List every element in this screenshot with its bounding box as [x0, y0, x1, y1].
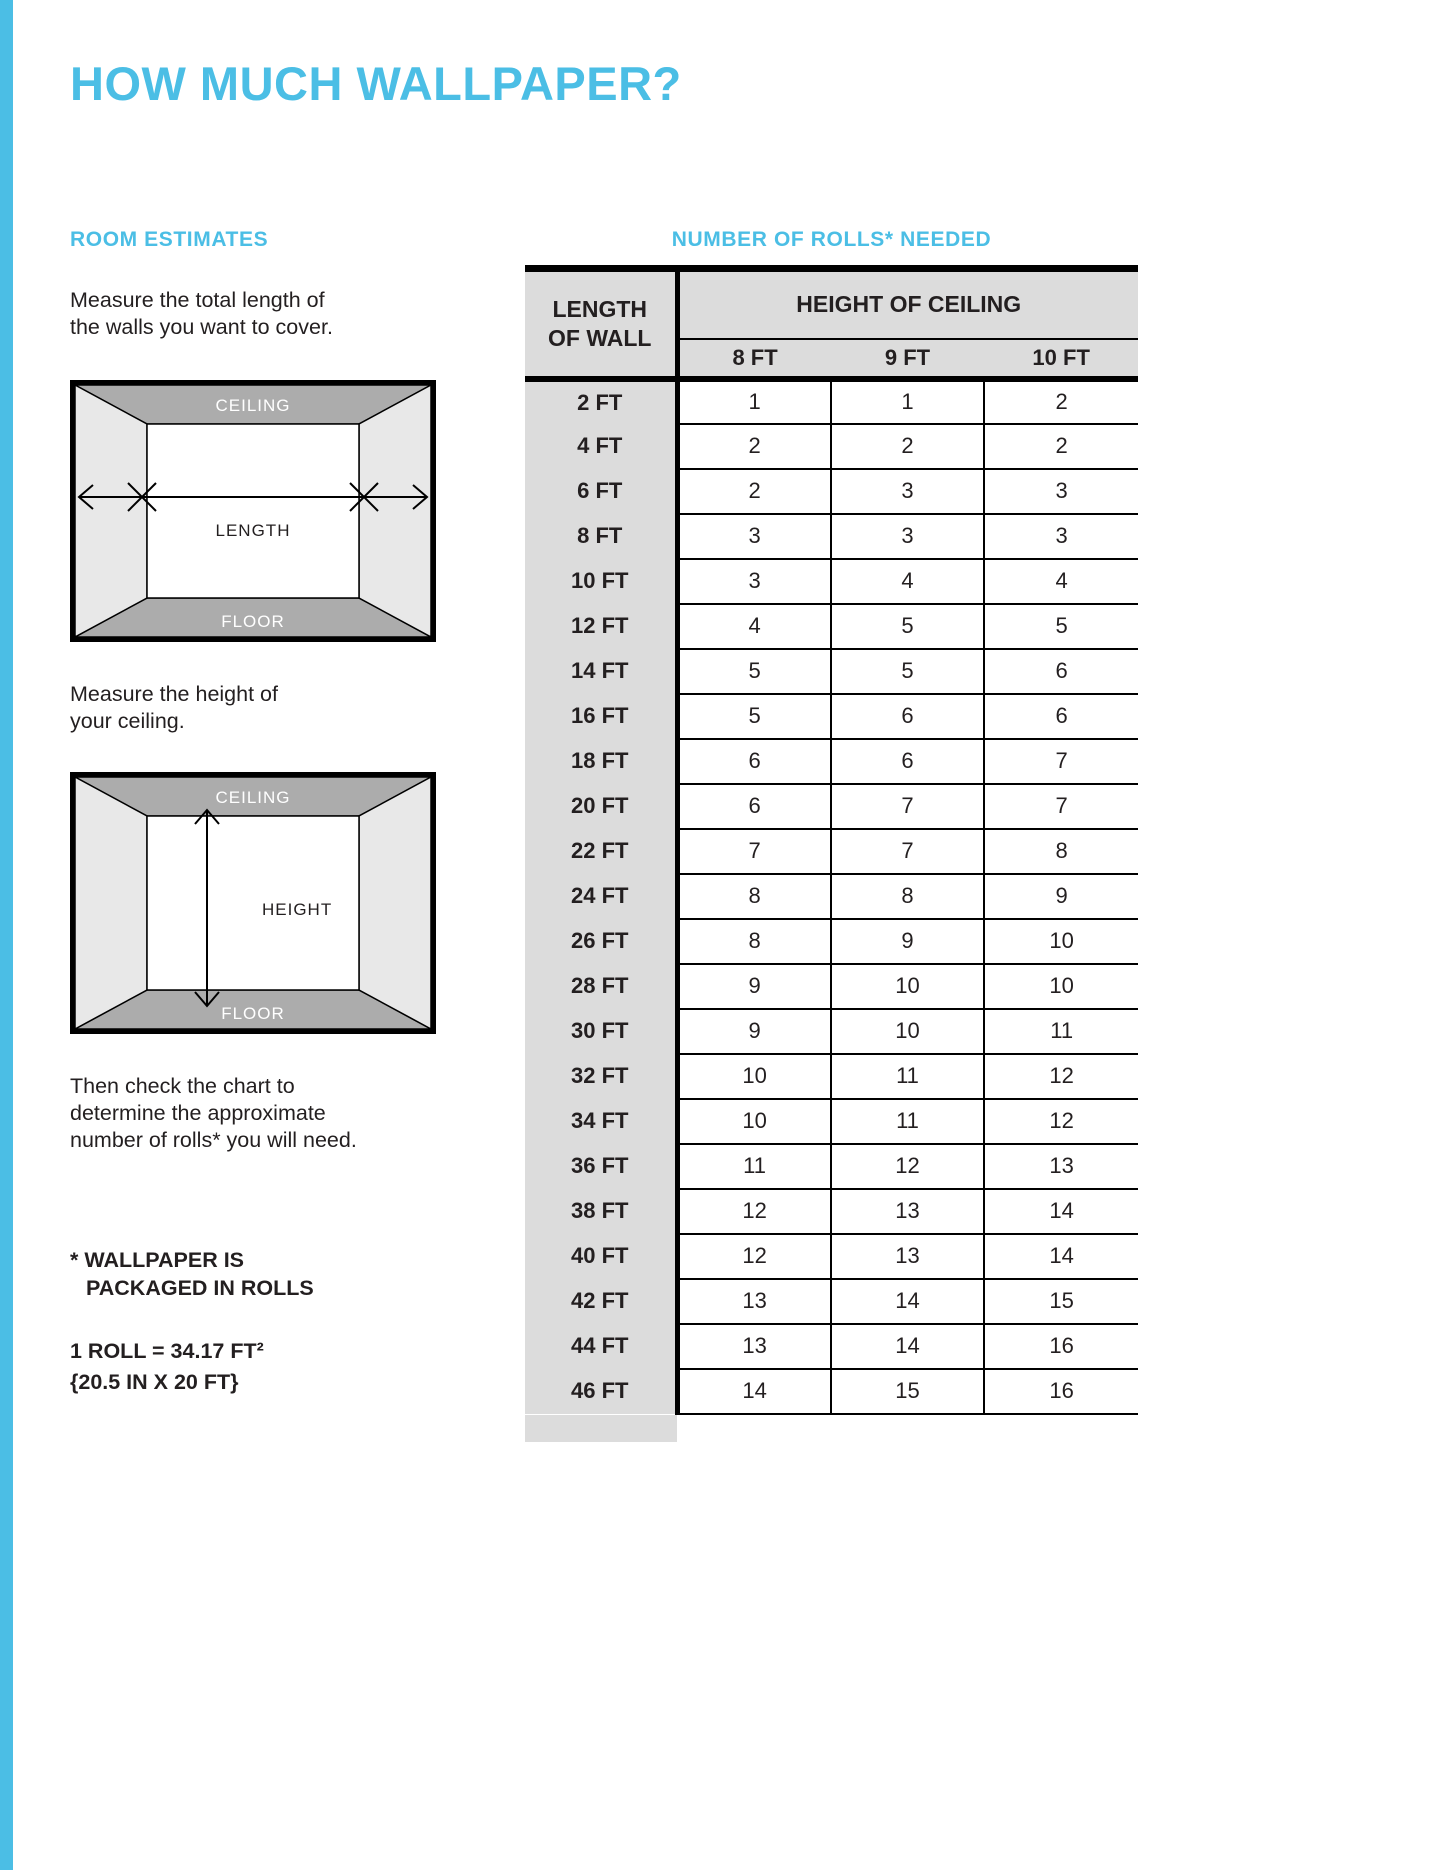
wall-length-cell: 4 FT	[525, 424, 677, 469]
step-check-chart	[70, 1073, 357, 1154]
height-diagram	[70, 772, 436, 1039]
length-label: LENGTH	[215, 521, 291, 540]
rolls-value-cell: 4	[831, 559, 985, 604]
rolls-value-cell: 11	[831, 1099, 985, 1144]
table-row	[525, 649, 1138, 694]
wall-length-cell: 16 FT	[525, 694, 677, 739]
rolls-value-cell: 14	[831, 1279, 985, 1324]
rolls-value-cell: 11	[984, 1009, 1138, 1054]
left-accent-stripe	[0, 0, 13, 1870]
rolls-value-cell: 14	[984, 1234, 1138, 1279]
rolls-value-cell: 13	[677, 1279, 831, 1324]
rolls-table-body	[525, 379, 1138, 1414]
wall-length-cell: 18 FT	[525, 739, 677, 784]
table-row	[525, 1369, 1138, 1414]
wall-length-cell: 38 FT	[525, 1189, 677, 1234]
step-text-line: Then check the chart to	[70, 1074, 295, 1098]
rolls-value-cell: 4	[677, 604, 831, 649]
table-row	[525, 1234, 1138, 1279]
wall-length-cell: 34 FT	[525, 1099, 677, 1144]
wall-length-cell: 36 FT	[525, 1144, 677, 1189]
rolls-value-cell: 14	[831, 1324, 985, 1369]
height-label: HEIGHT	[262, 900, 333, 919]
rolls-value-cell: 3	[984, 469, 1138, 514]
ceiling-label: CEILING	[215, 396, 291, 415]
floor-label: FLOOR	[221, 612, 285, 631]
wall-length-cell: 8 FT	[525, 514, 677, 559]
rolls-value-cell: 14	[984, 1189, 1138, 1234]
table-row	[525, 1189, 1138, 1234]
ceiling-label: CEILING	[215, 788, 291, 807]
rolls-value-cell: 10	[677, 1099, 831, 1144]
step-measure-length	[70, 287, 333, 341]
rolls-value-cell: 10	[984, 964, 1138, 1009]
footnote-line: PACKAGED IN ROLLS	[86, 1276, 314, 1300]
height-room-illustration	[70, 772, 436, 1034]
table-row	[525, 559, 1138, 604]
rolls-value-cell: 15	[984, 1279, 1138, 1324]
rolls-footnote	[70, 1246, 314, 1302]
table-row	[525, 1099, 1138, 1144]
table-row	[525, 874, 1138, 919]
rolls-value-cell: 16	[984, 1324, 1138, 1369]
table-row	[525, 784, 1138, 829]
rolls-value-cell: 9	[984, 874, 1138, 919]
right-wall-panel	[359, 385, 431, 637]
rolls-value-cell: 3	[677, 514, 831, 559]
rolls-value-cell: 6	[831, 694, 985, 739]
height-of-ceiling-header: HEIGHT OF CEILING	[677, 269, 1138, 339]
rolls-value-cell: 10	[677, 1054, 831, 1099]
step-text-line: number of rolls* you will need.	[70, 1128, 357, 1152]
wall-length-cell: 30 FT	[525, 1009, 677, 1054]
table-row	[525, 739, 1138, 784]
wall-length-cell: 12 FT	[525, 604, 677, 649]
rolls-value-cell: 7	[984, 739, 1138, 784]
rolls-value-cell: 9	[677, 1009, 831, 1054]
rolls-value-cell: 10	[984, 919, 1138, 964]
wall-length-cell: 28 FT	[525, 964, 677, 1009]
rolls-value-cell: 3	[677, 559, 831, 604]
wall-length-cell: 32 FT	[525, 1054, 677, 1099]
rolls-value-cell: 6	[677, 784, 831, 829]
rolls-value-cell: 12	[984, 1099, 1138, 1144]
table-row	[525, 964, 1138, 1009]
table-row	[525, 694, 1138, 739]
rolls-table-header	[525, 269, 1138, 379]
rolls-value-cell: 6	[831, 739, 985, 784]
rolls-value-cell: 15	[831, 1369, 985, 1414]
length-room-illustration	[70, 380, 436, 642]
left-wall-panel	[75, 777, 147, 1029]
column-header-9ft: 9 FT	[831, 339, 985, 379]
rolls-value-cell: 8	[677, 919, 831, 964]
rolls-value-cell: 5	[831, 649, 985, 694]
table-row	[525, 919, 1138, 964]
step-text-line: determine the approximate	[70, 1101, 326, 1125]
room-estimates-heading: ROOM ESTIMATES	[70, 228, 269, 251]
table-row	[525, 469, 1138, 514]
rolls-value-cell: 2	[984, 379, 1138, 424]
rolls-value-cell: 5	[984, 604, 1138, 649]
table-row	[525, 1324, 1138, 1369]
rolls-table	[525, 265, 1138, 1415]
rolls-value-cell: 13	[831, 1189, 985, 1234]
step-text-line: Measure the total length of	[70, 288, 325, 312]
rolls-value-cell: 11	[831, 1054, 985, 1099]
table-row	[525, 424, 1138, 469]
rolls-value-cell: 6	[677, 739, 831, 784]
rolls-value-cell: 7	[677, 829, 831, 874]
wall-length-cell: 46 FT	[525, 1369, 677, 1414]
rolls-value-cell: 7	[831, 829, 985, 874]
rolls-value-cell: 2	[677, 424, 831, 469]
rolls-value-cell: 1	[831, 379, 985, 424]
wall-length-cell: 10 FT	[525, 559, 677, 604]
rolls-needed-heading: NUMBER OF ROLLS* NEEDED	[671, 228, 992, 251]
rolls-value-cell: 12	[677, 1189, 831, 1234]
wall-length-cell: 42 FT	[525, 1279, 677, 1324]
table-row	[525, 1009, 1138, 1054]
table-row	[525, 1054, 1138, 1099]
rolls-value-cell: 12	[677, 1234, 831, 1279]
rolls-value-cell: 9	[677, 964, 831, 1009]
table-row	[525, 829, 1138, 874]
wall-length-cell: 20 FT	[525, 784, 677, 829]
left-wall-panel	[75, 385, 147, 637]
right-wall-panel	[359, 777, 431, 1029]
rolls-value-cell: 3	[984, 514, 1138, 559]
rolls-value-cell: 6	[984, 649, 1138, 694]
rolls-value-cell: 10	[831, 1009, 985, 1054]
footnote-line: * WALLPAPER IS	[70, 1248, 245, 1272]
rolls-value-cell: 5	[677, 649, 831, 694]
length-diagram	[70, 380, 436, 647]
rolls-table-section	[525, 228, 1138, 1442]
rolls-value-cell: 12	[831, 1144, 985, 1189]
rolls-value-cell: 12	[984, 1054, 1138, 1099]
table-row	[525, 604, 1138, 649]
rolls-value-cell: 2	[984, 424, 1138, 469]
rolls-value-cell: 9	[831, 919, 985, 964]
rolls-value-cell: 5	[831, 604, 985, 649]
step-text-line: the walls you want to cover.	[70, 315, 333, 339]
rolls-value-cell: 4	[984, 559, 1138, 604]
wall-length-cell: 44 FT	[525, 1324, 677, 1369]
rolls-value-cell: 2	[677, 469, 831, 514]
wall-length-cell: 6 FT	[525, 469, 677, 514]
rolls-value-cell: 1	[677, 379, 831, 424]
rolls-value-cell: 14	[677, 1369, 831, 1414]
page-title: HOW MUCH WALLPAPER?	[70, 57, 682, 110]
step-text-line: Measure the height of	[70, 682, 278, 706]
rolls-value-cell: 7	[831, 784, 985, 829]
wall-length-cell: 14 FT	[525, 649, 677, 694]
length-of-wall-line: OF WALL	[548, 324, 652, 351]
column-header-10ft: 10 FT	[984, 339, 1138, 379]
roll-size-line: {20.5 IN X 20 FT}	[70, 1370, 239, 1394]
roll-size-line: 1 ROLL = 34.17 FT²	[70, 1339, 264, 1363]
rolls-value-cell: 6	[984, 694, 1138, 739]
wall-length-cell: 26 FT	[525, 919, 677, 964]
rolls-value-cell: 7	[984, 784, 1138, 829]
rolls-value-cell: 5	[677, 694, 831, 739]
length-of-wall-header	[525, 269, 677, 379]
wall-length-cell: 22 FT	[525, 829, 677, 874]
rolls-value-cell: 13	[831, 1234, 985, 1279]
step-text-line: your ceiling.	[70, 709, 185, 733]
back-wall-panel	[147, 424, 359, 598]
rolls-value-cell: 13	[984, 1144, 1138, 1189]
table-row	[525, 1144, 1138, 1189]
roll-size-info	[70, 1336, 264, 1398]
floor-label: FLOOR	[221, 1004, 285, 1023]
length-of-wall-line: LENGTH	[552, 296, 648, 322]
table-row	[525, 1279, 1138, 1324]
rolls-value-cell: 8	[677, 874, 831, 919]
wall-length-cell: 40 FT	[525, 1234, 677, 1279]
column-header-8ft: 8 FT	[677, 339, 831, 379]
wall-length-cell: 2 FT	[525, 379, 677, 424]
rolls-value-cell: 16	[984, 1369, 1138, 1414]
rolls-value-cell: 11	[677, 1144, 831, 1189]
table-row	[525, 379, 1138, 424]
rolls-value-cell: 10	[831, 964, 985, 1009]
rolls-value-cell: 13	[677, 1324, 831, 1369]
wall-length-cell: 24 FT	[525, 874, 677, 919]
first-column-gray-stub	[525, 1415, 677, 1442]
rolls-value-cell: 2	[831, 424, 985, 469]
table-row	[525, 514, 1138, 559]
rolls-value-cell: 3	[831, 514, 985, 559]
step-measure-height	[70, 681, 278, 735]
rolls-value-cell: 8	[831, 874, 985, 919]
rolls-value-cell: 3	[831, 469, 985, 514]
rolls-value-cell: 8	[984, 829, 1138, 874]
